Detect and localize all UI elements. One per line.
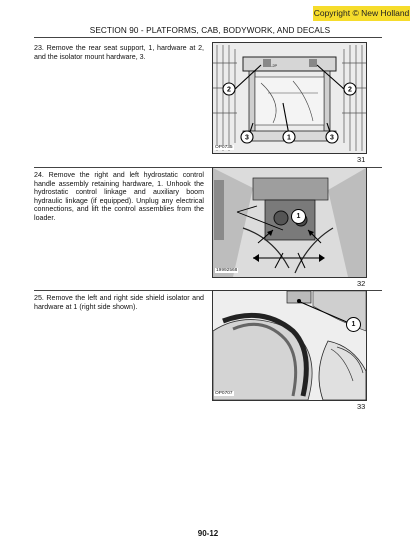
callout-label: 2	[348, 86, 352, 94]
figure-number: 33	[357, 402, 366, 411]
step-24	[34, 171, 204, 223]
hydrostatic-control-illustration	[213, 168, 366, 277]
copyright-badge: Copyright © New Holland	[313, 6, 410, 21]
step-number: 24.	[34, 171, 44, 179]
callout-label: 3	[245, 134, 249, 142]
figure-32-photo	[212, 167, 367, 278]
callout-label: 3	[330, 134, 334, 142]
step-23	[34, 44, 204, 61]
figure-31-photo	[212, 42, 367, 154]
svg-text:-2P: -2P	[271, 63, 278, 68]
figure-33-photo	[212, 290, 367, 401]
figure-number: 31	[357, 155, 366, 164]
page-number: 90-12	[197, 529, 219, 538]
figure-code: OP0735	[215, 145, 233, 150]
header-rule	[34, 37, 382, 38]
step-number: 23.	[34, 44, 44, 52]
figure-code: 19992568	[216, 268, 238, 273]
figure-number: 32	[357, 279, 366, 288]
rear-seat-support-illustration	[213, 43, 366, 153]
section-title: SECTION 90 - PLATFORMS, CAB, BODYWORK, AND DECALS	[89, 26, 331, 35]
callout-label: 2	[227, 86, 231, 94]
callout-1: 1	[346, 317, 361, 332]
step-25	[34, 294, 204, 311]
figure-code: OP0707	[215, 391, 233, 396]
step-text: Remove the rear seat support, 1, hardware at 2, and the isolator mount hardware, 3.	[34, 44, 204, 61]
callout-1: 1	[291, 209, 306, 224]
step-number: 25.	[34, 294, 44, 302]
callout-label: 1	[287, 134, 291, 142]
side-shield-isolator-illustration	[213, 291, 366, 400]
step-text: Remove the right and left hydrostatic control handle assembly retaining hardware, 1. Unhook the hydrostatic control linkage and auxiliary boom hydraulic linkage (if equipped). Unplug any electrical connections, and lift the control assemblies from the loader.	[34, 171, 204, 222]
step-text: Remove the left and right side shield isolator and hardware at 1 (right side shown).	[34, 294, 204, 311]
